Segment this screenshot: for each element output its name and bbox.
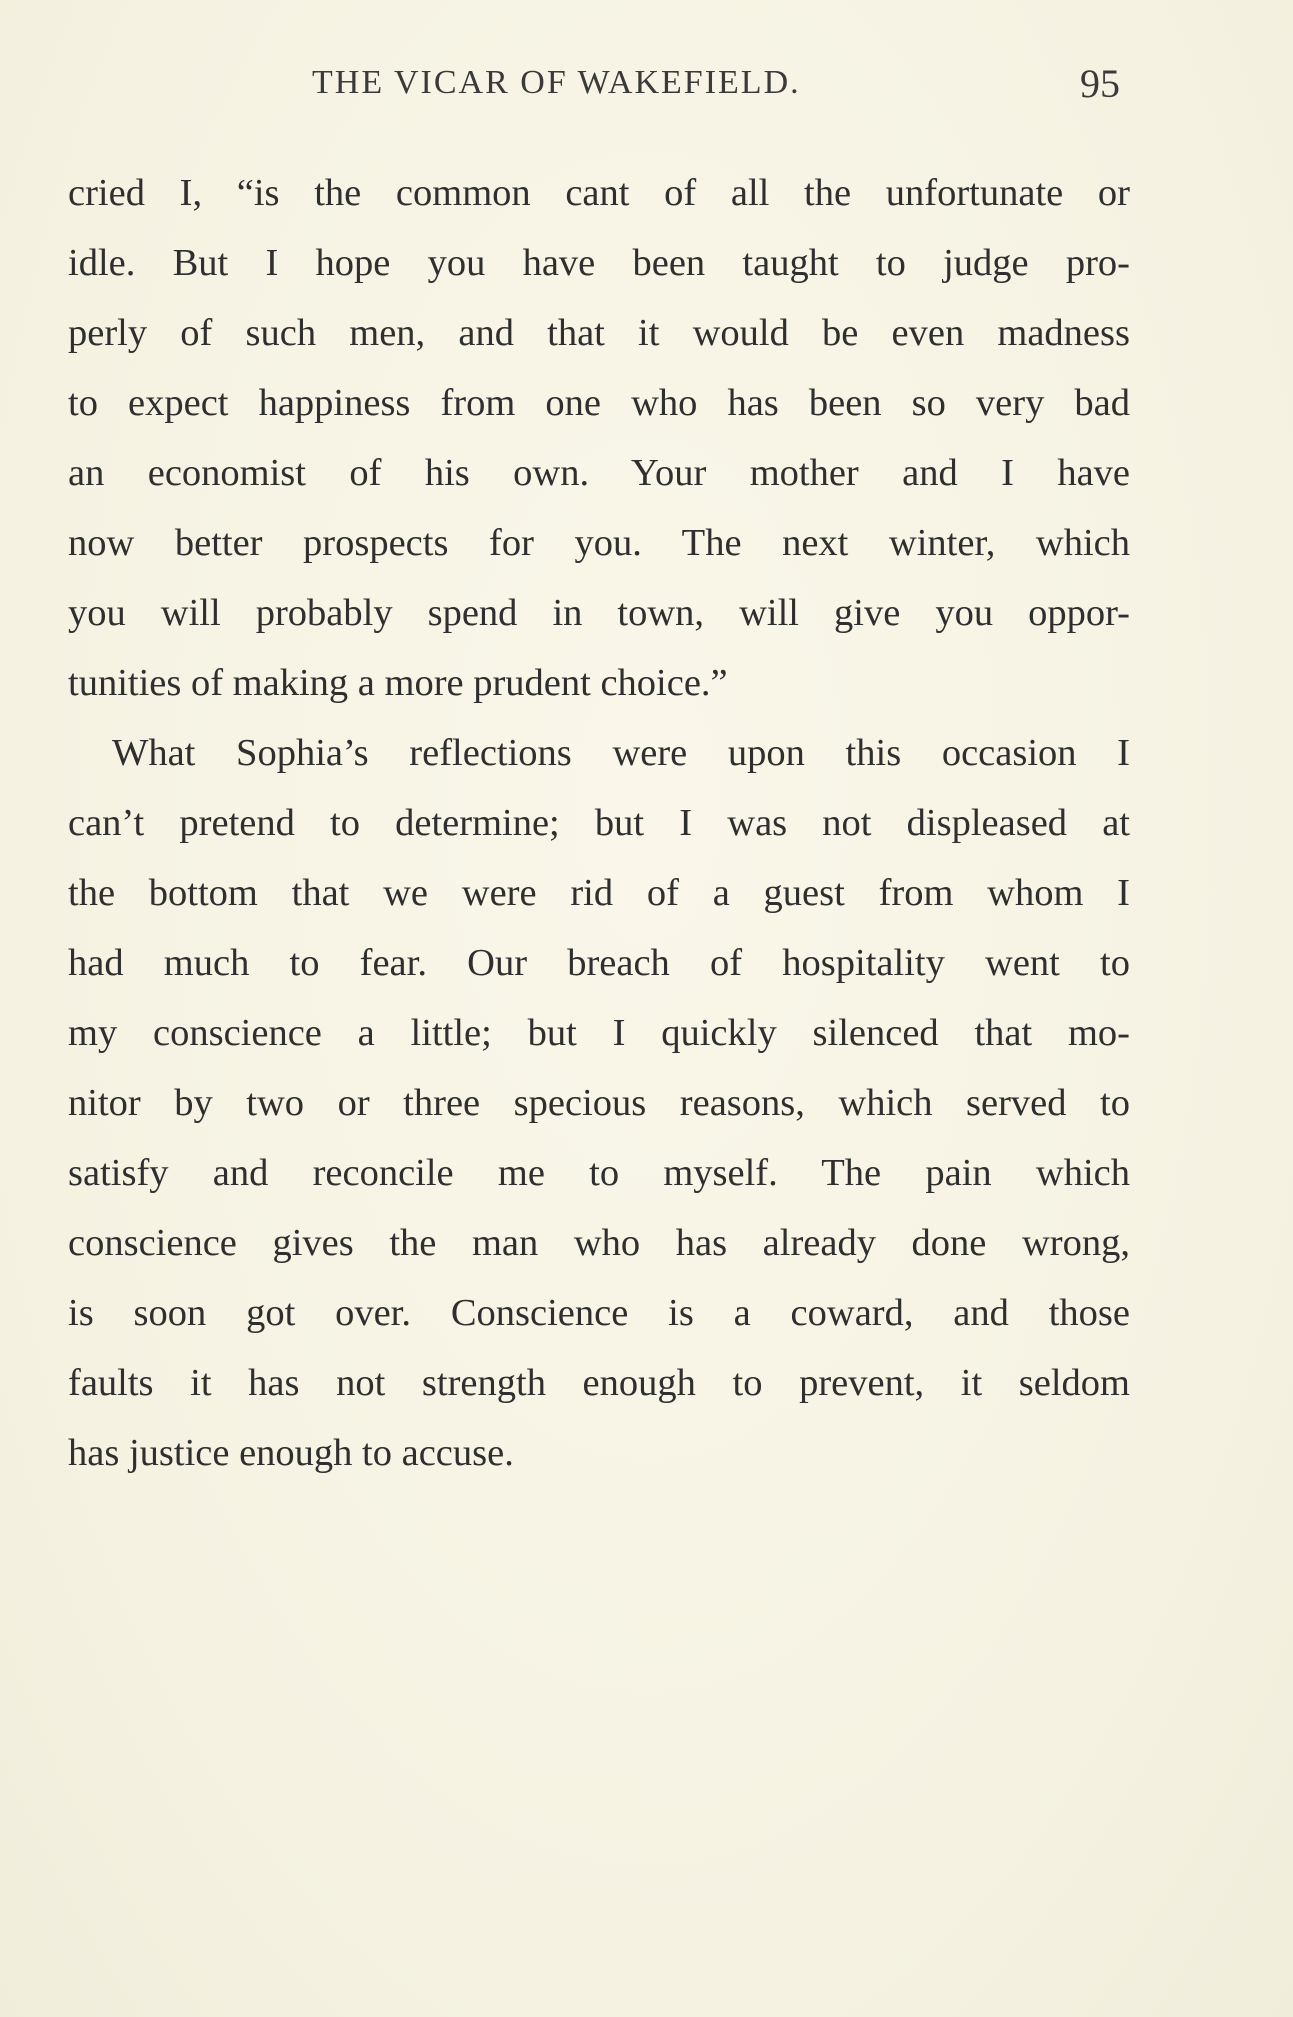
running-head: THE VICAR OF WAKEFIELD.	[312, 64, 801, 101]
text-line: perly of such men, and that it would be even madness	[68, 312, 1130, 354]
text-line: faults it has not strength enough to prevent, it seldom	[68, 1362, 1130, 1404]
text-line: tunities of making a more prudent choice.”	[68, 662, 728, 704]
text-line: is soon got over. Conscience is a coward, and those	[68, 1292, 1130, 1334]
text-line: satisfy and reconcile me to myself. The pain which	[68, 1152, 1130, 1194]
text-line: my conscience a little; but I quickly silenced that mo-	[68, 1012, 1130, 1054]
text-line: now better prospects for you. The next winter, which	[68, 522, 1130, 564]
text-line: conscience gives the man who has already done wrong,	[68, 1222, 1130, 1264]
text-line: an economist of his own. Your mother and I have	[68, 452, 1130, 494]
text-line: can’t pretend to determine; but I was not displeased at	[68, 802, 1130, 844]
text-line: had much to fear. Our breach of hospitality went to	[68, 942, 1130, 984]
text-line: What Sophia’s reflections were upon this occasion I	[112, 732, 1130, 774]
text-line: the bottom that we were rid of a guest from whom I	[68, 872, 1130, 914]
text-line: you will probably spend in town, will give you oppor-	[68, 592, 1130, 634]
text-line: nitor by two or three specious reasons, which served to	[68, 1082, 1130, 1124]
page-number: 95	[1080, 61, 1120, 106]
text-line: cried I, “is the common cant of all the unfortunate or	[68, 172, 1130, 214]
text-line: idle. But I hope you have been taught to judge pro-	[68, 242, 1130, 284]
body-text	[68, 158, 1130, 1488]
text-line: has justice enough to accuse.	[68, 1432, 514, 1474]
text-line: to expect happiness from one who has been so very bad	[68, 382, 1130, 424]
